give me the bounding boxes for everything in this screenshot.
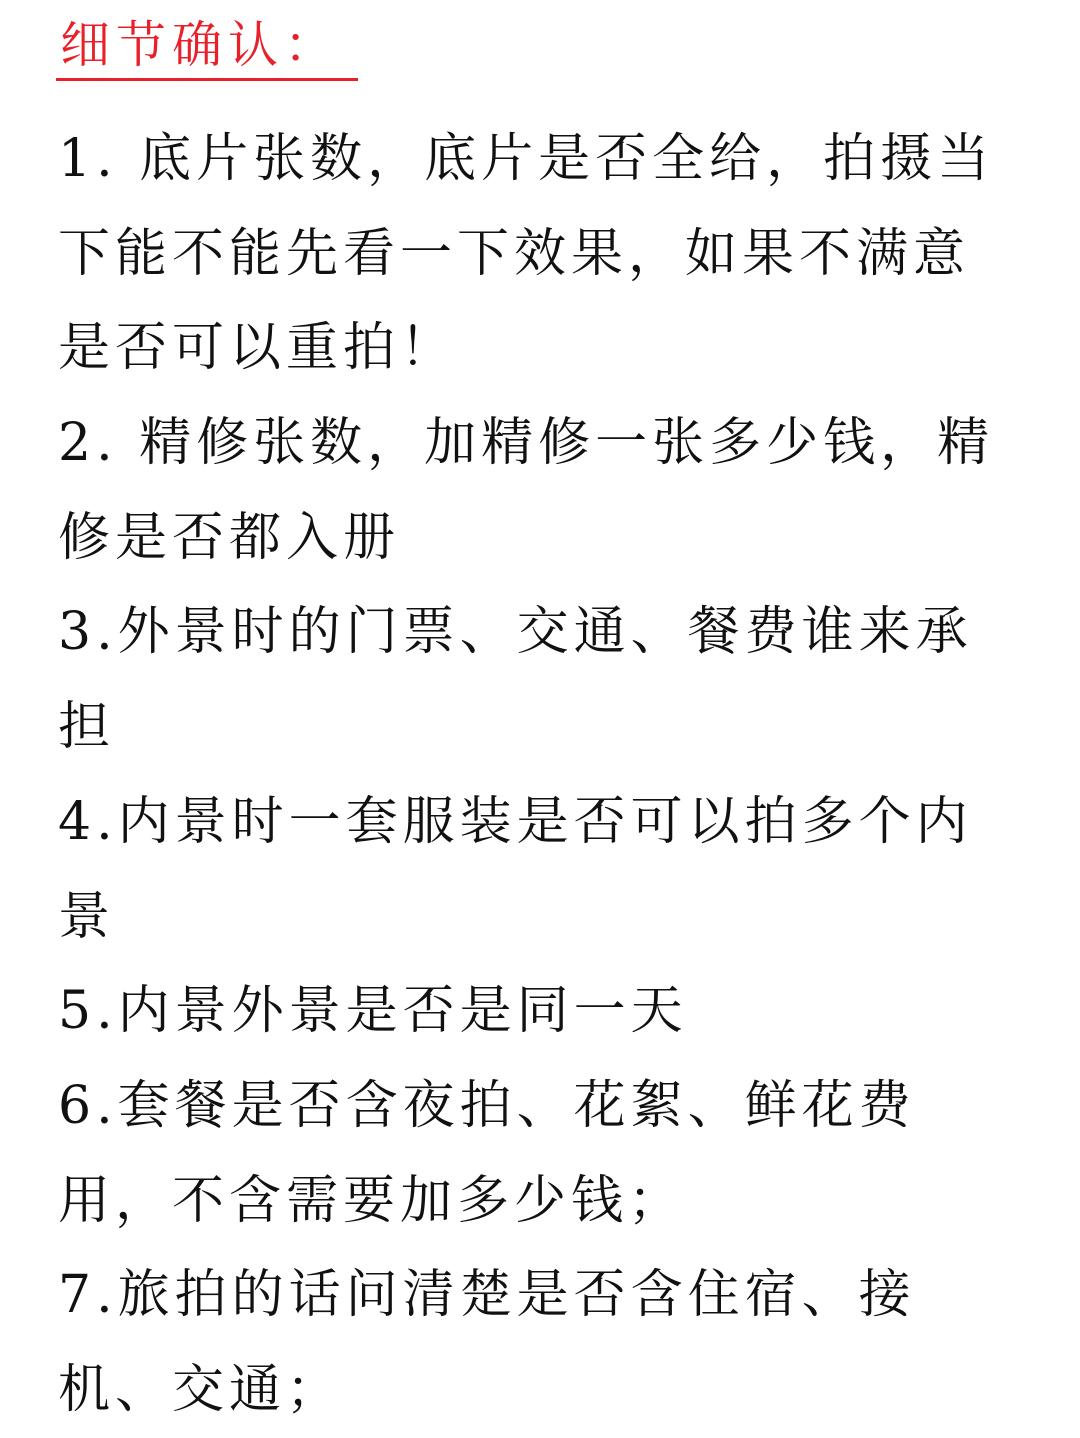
text-line: 7.旅拍的话问清楚是否含住宿、接: [58, 1265, 916, 1326]
text-line: 下能不能先看一下效果，如果不满意: [58, 223, 971, 284]
section-heading: 细节确认：: [60, 16, 340, 74]
text-line: 5.内景外景是否是同一天: [58, 981, 688, 1042]
text-line: 机、交通；: [58, 1359, 344, 1420]
text-line: 6.套餐是否含夜拍、花絮、鲜花费: [58, 1075, 916, 1136]
text-line: 3.外景时的门票、交通、餐费谁来承: [58, 602, 973, 663]
text-line: 2. 精修张数，加精修一张多少钱，精: [58, 413, 995, 474]
text-line: 修是否都入册: [58, 507, 401, 568]
text-line: 用，不含需要加多少钱；: [58, 1170, 686, 1231]
checklist-item-4: [58, 775, 1028, 964]
checklist-item-5: [58, 964, 1028, 1059]
checklist-item-3: [58, 585, 1028, 774]
checklist-item-2: [58, 396, 1028, 585]
checklist-item-6: [58, 1059, 1028, 1248]
text-line: 担: [58, 697, 116, 758]
text-line: 4.内景时一套服装是否可以拍多个内: [58, 791, 973, 852]
text-line: 景: [58, 886, 116, 947]
checklist: [58, 112, 1028, 1438]
heading-underline: [56, 78, 358, 81]
text-line: 是否可以重拍！: [58, 318, 458, 379]
checklist-item-7: [58, 1248, 1028, 1437]
text-line: 1. 底片张数，底片是否全给，拍摄当: [58, 129, 995, 189]
checklist-item-1: [58, 112, 1028, 396]
